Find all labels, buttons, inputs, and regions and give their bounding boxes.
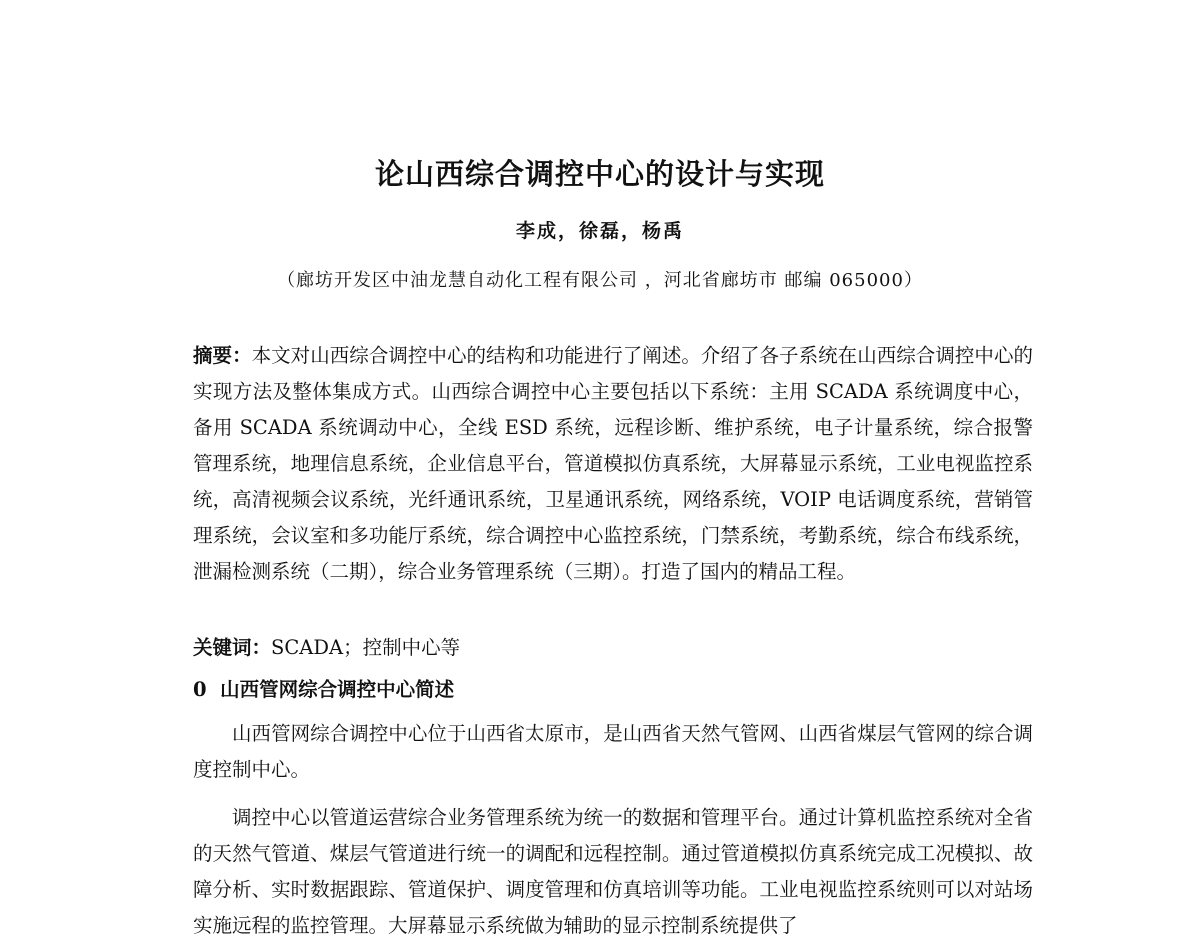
keywords	[193, 630, 1033, 666]
author-affiliation: （廊坊开发区中油龙慧自动化工程有限公司 ，河北省廊坊市 邮编 065000）	[277, 270, 923, 291]
abstract	[193, 338, 1033, 590]
section-title: 山西管网综合调控中心简述	[220, 678, 455, 701]
abstract-text: 本文对山西综合调控中心的结构和功能进行了阐述。介绍了各子系统在山西综合调控中心的实现方法及整体集成方式。山西综合调控中心主要包括以下系统：主用 SCADA 系统调度中心，备用 SCADA 系统调动中心，全线 ESD 系统，远程诊断、维护系统，电子计量系统，综合报警管理系统，地理信息系统，企业信息平台，管道模拟仿真系统，大屏幕显示系统，工业电视监控系统，高清视频会议系统，光纤通讯系统，卫星通讯系统，网络系统，VOIP 电话调度系统，营销管理系统，会议室和多功能厅系统，综合调控中心监控系统，门禁系统，考勤系统，综合布线系统，泄漏检测系统（二期），综合业务管理系统（三期）。打造了国内的精品工程。	[193, 344, 1033, 583]
body-paragraph: 山西管网综合调控中心位于山西省太原市，是山西省天然气管网、山西省煤层气管网的综合调度控制中心。	[193, 722, 1033, 781]
keywords-label: 关键词：	[193, 636, 272, 659]
abstract-label: 摘要：	[193, 344, 252, 367]
paper-title: 论山西综合调控中心的设计与实现	[374, 157, 825, 191]
keywords-text: SCADA；控制中心等	[271, 636, 461, 659]
section-heading	[193, 672, 1033, 708]
body-paragraph: 调控中心以管道运营综合业务管理系统为统一的数据和管理平台。通过计算机监控系统对全省的天然气管道、煤层气管道进行统一的调配和远程控制。通过管道模拟仿真系统完成工况模拟、故障分析、实时数据跟踪、管道保护、调度管理和仿真培训等功能。工业电视监控系统则可以对站场实施远程的监控管理。大屏幕显示系统做为辅助的显示控制系统提供了	[193, 806, 1033, 937]
author-list: 李成，徐磊，杨禹	[515, 220, 684, 242]
section-number: 0	[193, 678, 207, 701]
